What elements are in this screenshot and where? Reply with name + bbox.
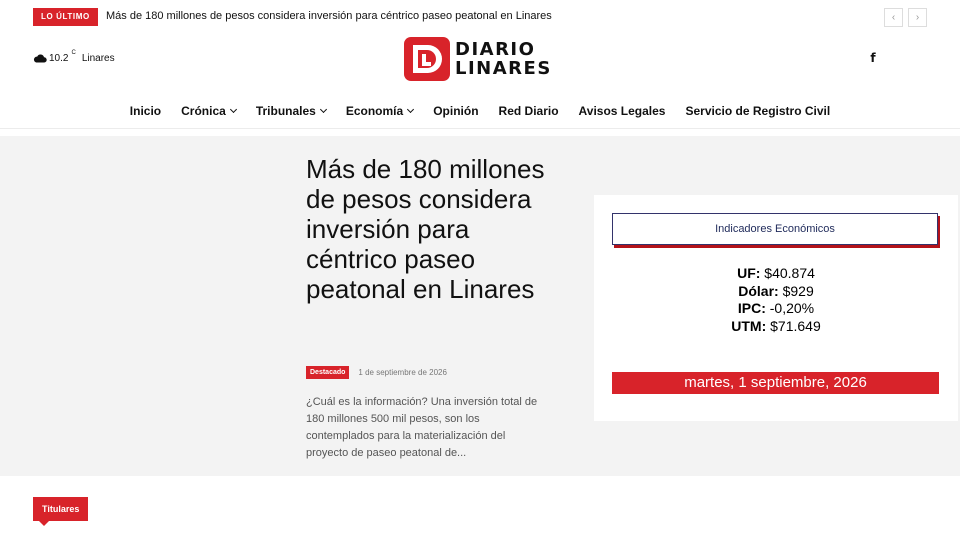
nav-item-economia[interactable] [346, 96, 413, 126]
article-date: 1 de septiembre de 2026 [358, 368, 447, 377]
indicator-value: $40.874 [764, 265, 815, 281]
cloud-icon [33, 53, 47, 63]
nav-item-red-diario[interactable] [499, 96, 559, 126]
indicators-list [594, 265, 958, 335]
indicator-row [594, 300, 958, 318]
current-date-banner: martes, 1 septiembre, 2026 [612, 372, 939, 394]
indicator-value: -0,20% [769, 300, 815, 316]
featured-section [0, 136, 960, 476]
nav-item-label: Crónica [181, 104, 226, 118]
chevron-left-icon: ‹ [891, 12, 896, 23]
logo-wordmark [455, 40, 552, 78]
main-navigation [0, 96, 960, 126]
featured-article-title[interactable]: Más de 180 millones de pesos considera inversión para céntrico paseo peatonal en Linares [306, 154, 545, 304]
breaking-news-headline-link[interactable]: Más de 180 millones de pesos considera inversión para céntrico paseo peatonal en Linares [106, 10, 552, 22]
indicator-label: Dólar: [738, 282, 779, 299]
nav-item-cronica[interactable] [181, 96, 236, 126]
logo-icon [404, 37, 450, 81]
section-heading-titulares: Titulares [33, 497, 88, 521]
nav-item-label: Red Diario [498, 104, 559, 118]
indicator-label: UTM: [731, 317, 767, 334]
indicator-label: IPC: [737, 300, 766, 316]
indicator-row [594, 318, 958, 336]
site-logo[interactable] [404, 37, 552, 81]
nav-item-label: Tribunales [255, 104, 316, 118]
breaking-news-label: LO ÚLTIMO [33, 8, 98, 26]
article-meta [306, 366, 447, 379]
nav-item-label: Servicio de Registro Civil [685, 104, 831, 118]
nav-item-avisos-legales[interactable] [579, 96, 666, 126]
nav-item-tribunales[interactable] [256, 96, 326, 126]
nav-item-registro-civil[interactable] [685, 96, 830, 126]
indicator-value: $71.649 [770, 317, 821, 334]
nav-item-label: Economía [345, 104, 404, 118]
weather-city: Linares [81, 52, 115, 64]
nav-item-opinion[interactable] [433, 96, 478, 126]
indicator-row [594, 265, 958, 283]
indicator-label: UF: [737, 265, 761, 281]
logo-line-1: DIARIO [455, 39, 536, 60]
indicator-value: $929 [782, 282, 814, 299]
weather-unit: C [71, 50, 76, 56]
weather-widget [33, 50, 115, 66]
chevron-down-icon [320, 105, 327, 112]
weather-temperature: 10.2 [49, 52, 69, 64]
chevron-right-icon: › [915, 12, 920, 23]
nav-item-label: Opinión [433, 104, 479, 118]
category-badge[interactable]: Destacado [306, 366, 349, 379]
nav-item-label: Avisos Legales [578, 104, 666, 118]
breaking-news-bar [0, 0, 960, 34]
facebook-icon[interactable]: f [870, 51, 876, 65]
indicator-row [594, 283, 958, 301]
logo-line-2: LINARES [455, 58, 552, 79]
chevron-down-icon [230, 105, 237, 112]
nav-divider [0, 128, 960, 129]
article-excerpt: ¿Cuál es la información? Una inversión total de 180 millones 500 mil pesos, son los contemplados para la materialización del proyecto de paseo peatonal de... [306, 396, 538, 459]
chevron-down-icon [407, 105, 414, 112]
ticker-prev-button[interactable] [884, 8, 903, 27]
ticker-next-button[interactable] [908, 8, 927, 27]
nav-item-inicio[interactable] [130, 96, 161, 126]
indicators-title: Indicadores Económicos [612, 213, 938, 245]
nav-item-label: Inicio [129, 104, 162, 118]
economic-indicators-widget [594, 195, 958, 421]
